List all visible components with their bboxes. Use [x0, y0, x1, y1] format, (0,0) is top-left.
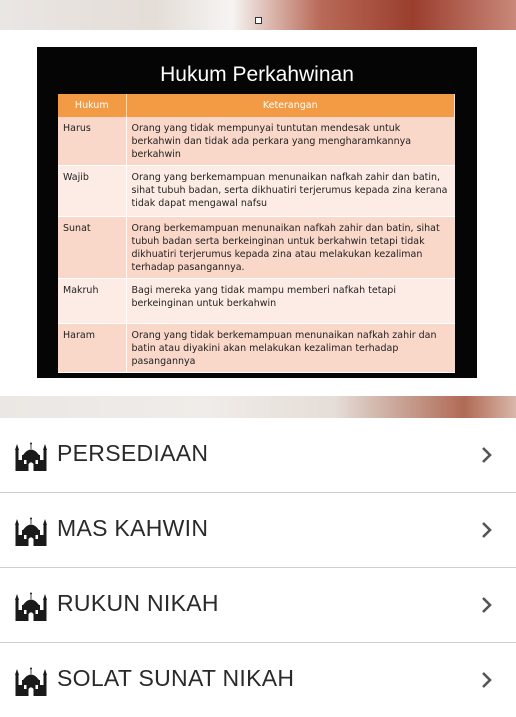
table-row [58, 279, 455, 324]
chevron-right-icon [479, 595, 495, 615]
mosque-icon [14, 516, 48, 546]
carousel-indicator[interactable] [255, 17, 262, 24]
hukum-cell: Sunat [58, 217, 126, 279]
header-keterangan: Keterangan [126, 94, 455, 117]
chevron-right-icon [479, 670, 495, 690]
menu-item-label: SOLAT SUNAT NIKAH [57, 665, 295, 691]
hukum-cell: Makruh [58, 279, 126, 324]
chevron-right-icon [479, 520, 495, 540]
menu-item-label: RUKUN NIKAH [57, 590, 219, 616]
menu-item-label: MAS KAHWIN [57, 515, 209, 541]
keterangan-cell: Orang berkemampuan menunaikan nafkah zahir dan batin, sihat tubuh badan serta berkeinginan untuk berkahwin tetapi tidak dikhuatiri terjerumus kepada zina atau melakukan kezaliman terhadap pasangannya. [126, 217, 455, 279]
hukum-cell: Haram [58, 324, 126, 373]
hukum-cell: Wajib [58, 166, 126, 217]
table-row [58, 117, 455, 166]
slide-image [37, 47, 477, 378]
slide-title: Hukum Perkahwinan [160, 63, 354, 86]
keterangan-cell: Orang yang berkemampuan menunaikan nafkah zahir dan batin, sihat tubuh badan, serta dikhuatiri terjerumus kepada zina kerana tidak dapat mengawal nafsu [126, 166, 455, 217]
table-row [58, 166, 455, 217]
menu-item-persediaan[interactable] [0, 418, 516, 493]
menu-item-solat-sunat-nikah[interactable] [0, 643, 516, 717]
chevron-right-icon [479, 445, 495, 465]
menu-list [0, 418, 516, 717]
background-photo [0, 396, 516, 418]
table-row [58, 217, 455, 279]
mosque-icon [14, 441, 48, 471]
menu-item-label: PERSEDIAAN [57, 440, 209, 466]
table-row [58, 324, 455, 373]
header-hukum: Hukum [58, 94, 126, 117]
keterangan-cell: Orang yang tidak berkemampuan menunaikan nafkah zahir dan batin atau diyakini akan melakukan kezaliman terhadap pasangannya [126, 324, 455, 373]
menu-item-mas-kahwin[interactable] [0, 493, 516, 568]
mosque-icon [14, 591, 48, 621]
keterangan-cell: Bagi mereka yang tidak mampu memberi nafkah tetapi berkeinginan untuk berkahwin [126, 279, 455, 324]
menu-item-rukun-nikah[interactable] [0, 568, 516, 643]
header-photo [0, 0, 516, 30]
keterangan-cell: Orang yang tidak mempunyai tuntutan mendesak untuk berkahwin dan tidak ada perkara yang mengharamkannya berkahwin [126, 117, 455, 166]
hukum-cell: Harus [58, 117, 126, 166]
mosque-icon [14, 666, 48, 696]
hukum-table [58, 94, 455, 373]
